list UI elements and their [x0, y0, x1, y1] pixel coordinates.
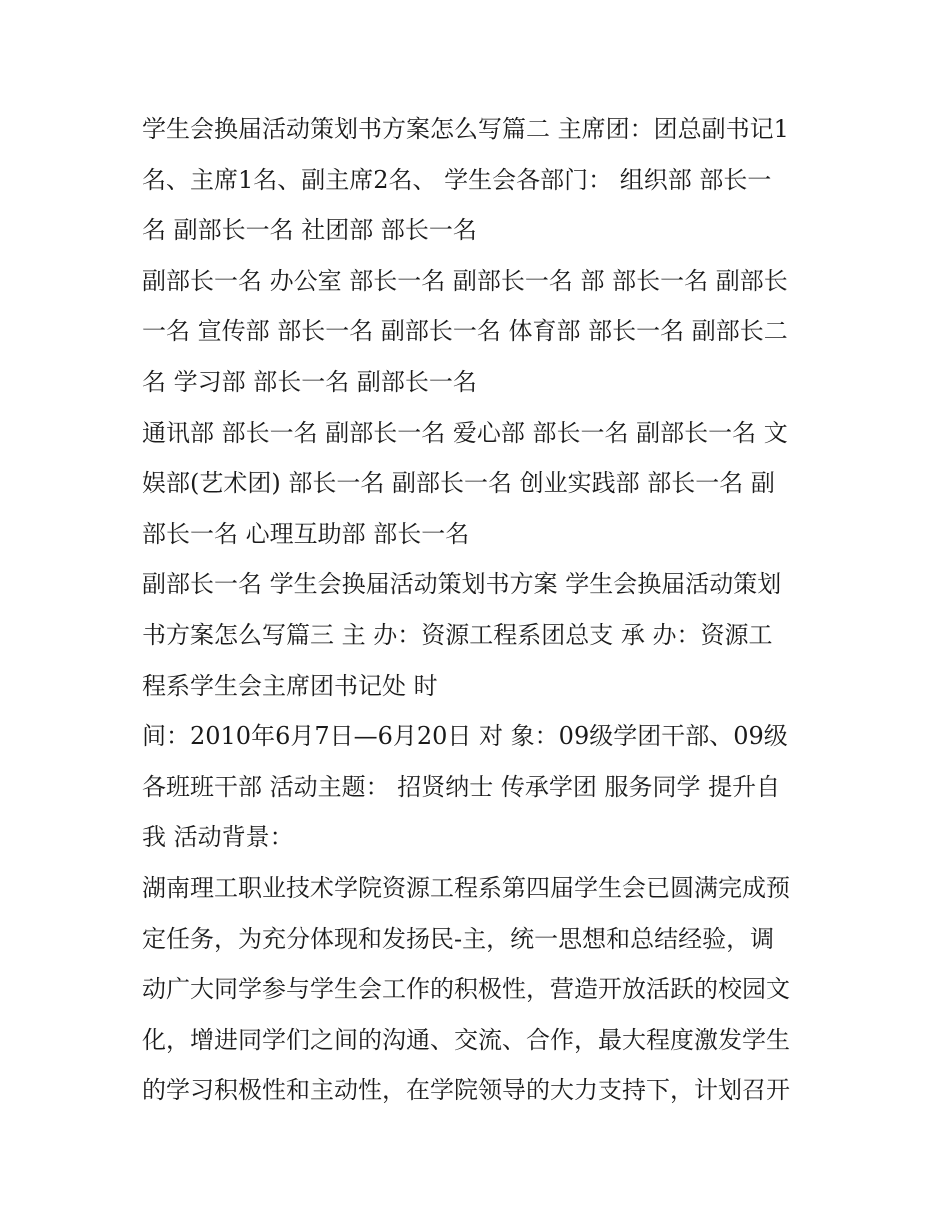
text-line: 娱部(艺术团) 部长一名 副部长一名 创业实践部 部长一名 副 — [142, 469, 775, 498]
text-line: 名 副部长一名 社团部 部长一名 — [142, 216, 477, 245]
text-line: 的学习积极性和主动性，在学院领导的大力支持下，计划召开 — [142, 1076, 790, 1105]
text-line: 副部长一名 办公室 部长一名 副部长一名 部 部长一名 副部长 — [142, 266, 788, 295]
text-line: 间：2010年6月7日—6月20日 对 象：09级学团干部、09级 — [142, 722, 788, 751]
text-line: 副部长一名 学生会换届活动策划书方案 学生会换届活动策划 — [142, 570, 782, 599]
text-line: 动广大同学参与学生会工作的积极性，营造开放活跃的校园文 — [142, 975, 790, 1004]
text-line: 一名 宣传部 部长一名 副部长一名 体育部 部长一名 副部长二 — [142, 317, 788, 346]
text-line: 名 学习部 部长一名 副部长一名 — [142, 367, 477, 396]
text-line: 学生会换届活动策划书方案怎么写篇二 主席团：团总副书记1 — [142, 115, 789, 143]
text-line: 部长一名 心理互助部 部长一名 — [142, 519, 470, 548]
text-line: 我 活动背景： — [142, 823, 294, 852]
text-line: 各班班干部 活动主题： 招贤纳士 传承学团 服务同学 提升自 — [142, 772, 781, 801]
text-line: 通讯部 部长一名 副部长一名 爱心部 部长一名 副部长一名 文 — [142, 418, 788, 447]
text-line: 定任务，为充分体现和发扬民-主，统一思想和总结经验，调 — [142, 924, 775, 953]
text-line: 名、主席1名、副主席2名、 学生会各部门： 组织部 部长一 — [142, 165, 772, 194]
text-line: 程系学生会主席团书记处 时 — [142, 671, 438, 700]
text-line: 书方案怎么写篇三 主 办：资源工程系团总支 承 办：资源工 — [142, 620, 773, 649]
text-line: 湖南理工职业技术学院资源工程系第四届学生会已圆满完成预 — [142, 873, 790, 902]
document-body — [142, 104, 814, 1116]
text-line: 化，增进同学们之间的沟通、交流、合作，最大程度激发学生 — [142, 1025, 790, 1054]
